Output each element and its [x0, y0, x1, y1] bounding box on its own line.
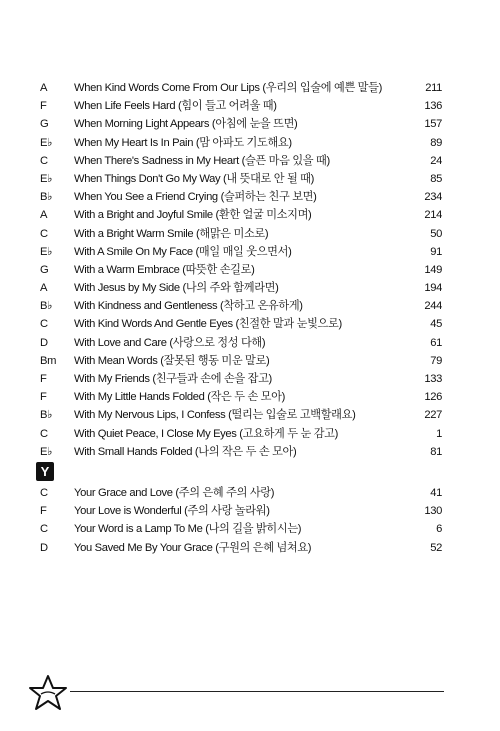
song-page-number: 130	[424, 505, 442, 518]
song-title: When Things Don't Go My Way (내 뜻대로 안 될 때)	[74, 172, 314, 185]
song-page-number: 61	[430, 336, 442, 349]
song-key: G	[40, 263, 49, 276]
song-index-row	[40, 502, 442, 520]
song-page-number: 24	[430, 154, 442, 167]
song-title: You Saved Me By Your Grace (구원의 은혜 넘쳐요)	[74, 541, 312, 554]
song-page-number: 79	[430, 354, 442, 367]
song-key: E♭	[40, 172, 53, 185]
song-index-row	[40, 443, 442, 461]
song-title: When Morning Light Appears (아침에 눈을 뜨면)	[74, 118, 298, 131]
song-key: Bm	[40, 354, 57, 367]
song-key: A	[40, 209, 48, 222]
song-index-row	[40, 134, 442, 152]
song-title: Your Love is Wonderful (주의 사랑 놀라워)	[74, 505, 270, 518]
song-title: With My Friends (친구들과 손에 손을 잡고)	[74, 373, 272, 385]
song-key: D	[40, 541, 48, 554]
song-page-number: 211	[425, 82, 442, 94]
song-title: With My Nervous Lips, I Confess (떨리는 입술로 고백할래요)	[74, 409, 356, 422]
song-index-row	[40, 352, 442, 370]
song-key: G	[40, 118, 49, 131]
song-title: With Jesus by My Side (나의 주와 함께라면)	[74, 282, 279, 295]
song-index-row	[40, 170, 442, 188]
song-index-row	[40, 388, 442, 406]
song-page-number: 52	[430, 541, 442, 554]
song-page-number: 234	[424, 191, 442, 204]
song-page-number: 136	[424, 100, 442, 113]
song-key: F	[40, 100, 47, 113]
song-page-number: 81	[430, 445, 442, 458]
song-index-row	[40, 297, 442, 315]
song-page-number: 85	[430, 172, 442, 185]
song-key: F	[40, 373, 47, 385]
song-title: With Love and Care (사랑으로 정성 다해)	[74, 336, 266, 349]
song-index-row	[40, 188, 442, 206]
song-title: With a Warm Embrace (따뜻한 손길로)	[74, 263, 255, 276]
song-index-row	[40, 406, 442, 424]
song-index-row	[40, 115, 442, 133]
song-key: B♭	[40, 300, 53, 313]
song-index-row	[40, 425, 442, 443]
song-key: C	[40, 487, 48, 499]
song-index-row	[40, 79, 442, 97]
song-title: When Life Feels Hard (힘이 들고 어려울 때)	[74, 100, 277, 113]
song-index-row	[40, 243, 442, 261]
song-page-number: 133	[424, 373, 442, 385]
song-page-number: 214	[424, 209, 442, 222]
song-index-row	[40, 279, 442, 297]
song-key: E♭	[40, 136, 53, 149]
song-index-row	[40, 334, 442, 352]
song-title: When My Heart Is In Pain (맘 아파도 기도해요)	[74, 136, 292, 149]
song-key: A	[40, 282, 48, 295]
song-index-row	[40, 315, 442, 333]
footer-divider	[70, 691, 444, 692]
song-page-number: 6	[436, 523, 442, 536]
song-title: When Kind Words Come From Our Lips (우리의 입술에 예쁜 말들)	[74, 82, 382, 94]
song-index-list-w	[40, 79, 442, 461]
song-page-number: 41	[430, 487, 442, 499]
song-key: E♭	[40, 445, 53, 458]
song-page-number: 50	[430, 227, 442, 240]
song-index-row	[40, 520, 442, 538]
song-key: A	[40, 82, 48, 94]
song-page-number: 45	[430, 318, 442, 331]
song-title: With Quiet Peace, I Close My Eyes (고요하게 두 눈 감고)	[74, 427, 338, 440]
song-page-number: 244	[424, 300, 442, 313]
song-key: F	[40, 391, 47, 404]
song-title: With a Bright and Joyful Smile (환한 얼굴 미소지며)	[74, 209, 312, 222]
song-page-number: 149	[424, 263, 442, 276]
song-index-row	[40, 484, 442, 502]
song-page-number: 1	[436, 427, 442, 440]
song-index-row	[40, 225, 442, 243]
song-index-row	[40, 261, 442, 279]
song-title: With Mean Words (잘못된 행동 미운 말로)	[74, 354, 270, 367]
song-page-number: 91	[430, 245, 442, 258]
song-key: B♭	[40, 409, 53, 422]
song-index-row	[40, 97, 442, 115]
song-title: Your Grace and Love (주의 은혜 주의 사랑)	[74, 487, 275, 499]
song-index-row	[40, 206, 442, 224]
song-title: When You See a Friend Crying (슬퍼하는 친구 보면)	[74, 191, 317, 204]
song-key: C	[40, 227, 48, 240]
song-key: C	[40, 154, 48, 167]
star-icon	[28, 673, 68, 713]
song-index-row	[40, 370, 442, 388]
song-key: E♭	[40, 245, 53, 258]
song-title: With My Little Hands Folded (작은 두 손 모아)	[74, 391, 285, 404]
song-key: D	[40, 336, 48, 349]
song-key: C	[40, 427, 48, 440]
song-page-number: 194	[424, 282, 442, 295]
song-index-row	[40, 539, 442, 557]
song-page-number: 157	[424, 118, 442, 131]
song-key: F	[40, 505, 47, 518]
song-page-number: 89	[430, 136, 442, 149]
song-index-row	[40, 152, 442, 170]
song-key: C	[40, 523, 48, 536]
song-title: With A Smile On My Face (매일 매일 웃으면서)	[74, 245, 292, 258]
song-index-list-y	[40, 484, 442, 557]
song-title: With Kindness and Gentleness (착하고 온유하게)	[74, 300, 303, 313]
section-letter-y-badge: Y	[36, 462, 54, 481]
song-title: With Kind Words And Gentle Eyes (친절한 말과 눈빛으로)	[74, 318, 342, 331]
song-title: Your Word is a Lamp To Me (나의 길을 밝히시는)	[74, 523, 302, 536]
song-title: With a Bright Warm Smile (해맑은 미소로)	[74, 227, 269, 240]
song-key: B♭	[40, 191, 53, 204]
song-page-number: 126	[424, 391, 442, 404]
song-page-number: 227	[424, 409, 442, 422]
song-title: With Small Hands Folded (나의 작은 두 손 모아)	[74, 445, 297, 458]
song-key: C	[40, 318, 48, 331]
song-title: When There's Sadness in My Heart (슬픈 마음 있을 때)	[74, 154, 330, 167]
